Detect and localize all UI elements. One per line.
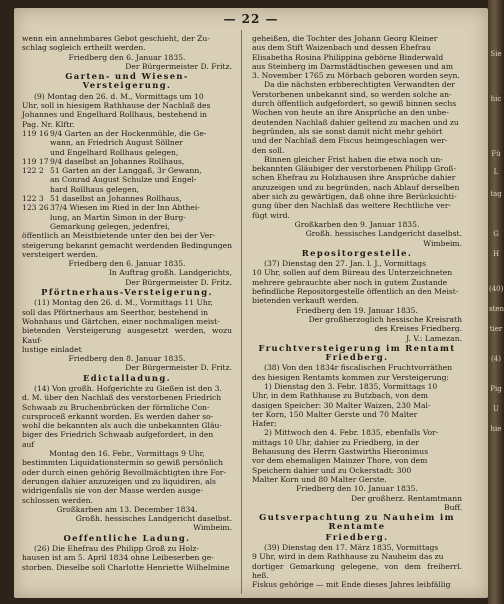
notice-heading: Friedberg.	[325, 531, 389, 542]
text-line: Uhr, soll in hiesigem Rathhause der Nachlaß des	[22, 101, 211, 111]
left-column	[22, 34, 232, 572]
text-line: 9 Uhr, wird in dem Rathhause zu Nauheim das zu	[252, 552, 444, 562]
text-line: schlossen werden.	[22, 495, 93, 505]
right-column	[252, 34, 462, 590]
text-line: widrigenfalls sie von der Masse werden ausge-	[22, 486, 203, 496]
text-line: aber sich zu gewärtigen, daß ohne ihre Berücksichti-	[252, 192, 457, 202]
edge-fragment: U	[493, 405, 499, 413]
text-line: geheißen, die Tochter des Johann Georg Kleiner	[252, 34, 438, 43]
text-line: storben. Dieselbe soll Charlotte Henriette Wilhelmine	[22, 562, 230, 572]
text-line: anzuzeigen und zu begründen, nach Ablauf derselben	[252, 182, 460, 192]
text-line: oder durch einen gehörig Bevollmächtigten ihre For-	[22, 467, 227, 477]
signature: Großh. hessisches Landgericht daselbst.	[305, 229, 462, 239]
text-line: Binnen gleicher Frist haben die etwa noch un-	[264, 154, 443, 164]
signature: Der großherz. Rentamtmann	[350, 493, 462, 503]
signature: Buff.	[443, 502, 462, 512]
text-line: auf	[22, 439, 35, 449]
edge-fragment: Pig	[490, 385, 502, 393]
text-line: d. M. über den Nachlaß des verstorbenen Friedrich	[22, 393, 222, 403]
text-line: bekannten Gläubiger der verstorbenen Philipp Groß-	[252, 164, 457, 174]
text-line: Elisabetha Rosina Philippina gebörne Binderwald	[252, 52, 444, 62]
adjacent-page-edge	[488, 0, 504, 604]
table-row: 123 26 37/4 Wiesen im Ried in der Inn Abthei-	[22, 203, 200, 213]
text-line: Malter Korn und 80 Malter Gerste.	[252, 474, 387, 484]
edge-fragment: L	[493, 168, 499, 176]
text-line: durch öffentlich aufgefordert, so gewiß binnen sechs	[252, 99, 457, 109]
text-line: Montag den 16. Febr., Vormittags 9 Uhr,	[49, 449, 205, 459]
text-line: soll das Pförtnerhaus am Seerthor, bestehend in	[22, 307, 209, 317]
dateline: Friedberg den 6. Januar 1835.	[68, 259, 186, 269]
text-line: Johannes und Engelhard Rollhaus, bestehend in	[22, 110, 208, 120]
notice-heading: Edictalladung.	[82, 372, 171, 383]
text-line: Da die nächsten erbberechtigten Verwandten der	[264, 80, 455, 90]
text-line: befindliche Repositorgestelle öffentlich an den Meist-	[252, 287, 459, 297]
text-line: bietenden Versteigerung ausgesetzt werden, wozu Kauf-	[22, 326, 232, 345]
text-line: gung über den Nachlaß das weitere Rechtliche ver-	[252, 201, 452, 211]
edge-fragment: G	[493, 230, 499, 238]
edge-fragment: sten	[489, 305, 504, 313]
text-line: (39) Dienstag den 17. März 1835, Vormittags	[264, 543, 439, 553]
edge-fragment: Fü	[491, 150, 501, 158]
text-line: 2) Mittwoch den 4. Febr. 1835, ebenfalls Vor-	[264, 428, 439, 438]
text-line: Verstorbenen unbekannt sind, so werden solche an-	[252, 89, 452, 99]
text-line: und der Nachlaß dem Fiscus heimgeschlagen wer-	[252, 136, 448, 146]
edge-fragment: hic	[490, 95, 502, 103]
edge-fragment: H	[492, 250, 500, 258]
signature: J. V.: Lamezan.	[406, 333, 462, 343]
table-row: 119 16 9/4 Garten an der Hockenmühle, die Ge-	[22, 128, 207, 138]
notice-heading: Gutsverpachtung zu Nauheim im Rentamte	[259, 512, 455, 532]
text-line: vor dem ehemaligen Mainzer Thore, von dem	[252, 456, 428, 466]
dateline: Friedberg den 19. Januar 1835.	[296, 305, 418, 315]
edge-fragment: Sie	[490, 50, 502, 58]
notice-heading: Repositorgestelle.	[301, 247, 413, 258]
text-line: dortiger Gemarkung gelegene, von dem freiherrl. heß.	[252, 561, 462, 580]
edge-fragment: tag	[490, 190, 502, 198]
text-line: (9) Montag den 26. d. M., Vormittags um 10	[34, 91, 204, 101]
dateline: Großkarben den 9. Januar 1835.	[294, 219, 420, 229]
notice-heading: Garten- und Wiesen-Versteigerung.	[65, 71, 189, 91]
text-line: (38) Von den 1834r fiscalischen Fruchtvorräthen	[264, 363, 453, 373]
text-line: mittags 10 Uhr, dahier zu Friedberg, in der	[252, 437, 420, 447]
signature: Wimbeim.	[193, 523, 232, 533]
table-row: lung, an Martin Simon in der Burg-	[50, 212, 186, 222]
dateline: Großkarben am 13. December 1834.	[56, 504, 198, 514]
edge-fragment: tier	[489, 325, 503, 333]
text-line: Uhr, in dem Rathhause zu Butzbach, von dem	[252, 391, 429, 401]
table-row: 119 17 9/4 daselbst an Johannes Rollhaus,	[22, 156, 185, 166]
text-line: steigerung bekannt gemacht werdenden Bedingungen	[22, 240, 233, 250]
text-line: aus Steinberg im Darmstädtischen gewesen und am	[252, 61, 454, 71]
text-line: mehrere gebrauchte aber noch in gutem Zustande	[252, 277, 448, 287]
notice-heading: Pförtnerhaus-Versteigerung.	[41, 287, 213, 298]
edge-fragment: (4)	[491, 355, 501, 363]
table-header: Pag. Nr. Klftr.	[22, 119, 75, 129]
text-line: Behausung des Herrn Gastwirths Hieronimus	[252, 447, 429, 457]
text-line: ter Korn, 150 Malter Gerste und 70 Malter	[252, 409, 418, 419]
signature: In Auftrag großh. Landgerichts,	[108, 268, 232, 278]
table-row: Gemarkung gelegen, jedenfrei,	[50, 221, 170, 231]
table-row: hard Rollhaus gelegen,	[50, 184, 140, 194]
text-line: begründen, als sie sonst damit nicht mehr gehört	[252, 126, 443, 136]
text-line: biger des Friedrich Schwaab aufgefordert, in den	[22, 430, 214, 440]
text-line: dasigen Speicher: 30 Malter Waizen, 230 Mal-	[252, 400, 431, 410]
signature: Der Bürgermeister D. Fritz.	[125, 277, 232, 287]
text-line: öffentlich an Meistbietende unter den bei der Ver-	[22, 231, 216, 241]
edge-fragment: hie	[490, 425, 502, 433]
text-line: wohl die bekannten als auch die unbekannten Gläu-	[22, 421, 222, 431]
text-line: den soll.	[252, 145, 285, 155]
signature: Wimbeim.	[423, 238, 462, 248]
text-line: (26) Die Ehefrau des Philipp Groß zu Holz-	[34, 544, 199, 554]
text-line: (37) Dienstag den 27. Jan. l. J., Vormittags	[264, 259, 427, 269]
text-line: deutenden Nachlaß dahier geltend zu machen und zu	[252, 117, 459, 127]
signature: des Kreises Friedberg.	[374, 324, 462, 334]
signature: Der Bürgermeister D. Fritz.	[125, 363, 232, 373]
dateline: Friedberg den 8. Januar 1835.	[68, 354, 186, 364]
text-line: 1) Dienstag den 3. Febr. 1835, Vormittags 10	[264, 381, 438, 391]
table-row: 122 3 51 daselbst an Johannes Rollhaus,	[22, 194, 182, 204]
table-row: 122 2 51 Garten an der Langgaß, 3r Gewann,	[22, 166, 202, 176]
notice-heading: Fruchtversteigerung im Rentamt Friedberg.	[258, 342, 456, 363]
text-line: (11) Montag den 26. d. M., Vormittags 11 Uhr,	[34, 298, 213, 308]
text-line: fügt wird.	[252, 210, 290, 220]
text-line: aus dem Stift Waizenbach und dessen Ehefrau	[252, 43, 431, 53]
text-line: (14) Von großh. Hofgerichte zu Gießen ist den 3.	[34, 383, 222, 393]
dateline: Friedberg den 10. Januar 1835.	[296, 484, 418, 494]
page-number: — 22 —	[223, 12, 279, 26]
text-line: hausen ist am 5. April 1834 ohne Leibeserben ge-	[22, 553, 214, 563]
text-line: derungen dahier anzuzeigen und zu liquidiren, als	[22, 476, 216, 486]
table-row: und Engelhard Rollhaus gelegen,	[50, 147, 179, 157]
text-line: Hafer;	[252, 419, 277, 429]
text-line: cursproceß erkannt worden. Es werden daher so-	[22, 411, 214, 421]
text-line: wenn ein annehmbares Gebot geschieht, der Zu-	[22, 34, 210, 43]
newspaper-page	[14, 8, 488, 598]
table-row: wann, an Friedrich August Söllner	[50, 138, 183, 148]
text-line: Wohnhaus und Gärtchen, einer nochmaligen meist-	[22, 316, 220, 326]
text-line: bestimmten Liquidationstermin so gewiß persönlich	[22, 458, 223, 468]
table-row: an Conrad August Schulze und Engel-	[50, 175, 197, 185]
text-line: des hiesigen Rentamts kommen zur Versteigerung:	[252, 372, 449, 382]
signature: Der großherzoglich hessische Kreisrath	[308, 314, 462, 324]
text-line: versteigert werden.	[22, 249, 99, 259]
text-line: bietenden verkauft werden.	[252, 296, 359, 306]
column-divider	[241, 30, 242, 594]
text-line: 3. November 1765 zu Mörbach geboren worden seyn.	[252, 71, 460, 81]
dateline: Friedberg den 6. Januar 1835.	[68, 52, 186, 62]
notice-heading: Oeffentliche Ladung.	[63, 532, 191, 543]
text-line: schen Ehefrau zu Holzhausen ihre Ansprüche dahier	[252, 173, 456, 183]
text-line: lustige einladet	[22, 344, 82, 354]
text-line: 10 Uhr, sollen auf dem Büreau des Unterzeichneten	[252, 268, 453, 278]
signature: Der Bürgermeister D. Fritz.	[125, 61, 232, 71]
text-line: Speichern dahier und zu Ockerstadt: 300	[252, 465, 412, 475]
text-line: Wochen von heute an ihre Ansprüche an den unbe-	[252, 108, 449, 118]
edge-fragment: (40)	[489, 285, 504, 293]
text-line: Schwaab zu Bruchenbrücken der förmliche Con-	[22, 402, 210, 412]
signature: Großh. hessisches Landgericht daselbst.	[75, 514, 232, 524]
text-line: schlag sogleich ertheilt werden.	[22, 43, 146, 53]
text-line: Fiskus gehörige — mit Ende dieses Jahres leibfällig	[252, 580, 451, 590]
